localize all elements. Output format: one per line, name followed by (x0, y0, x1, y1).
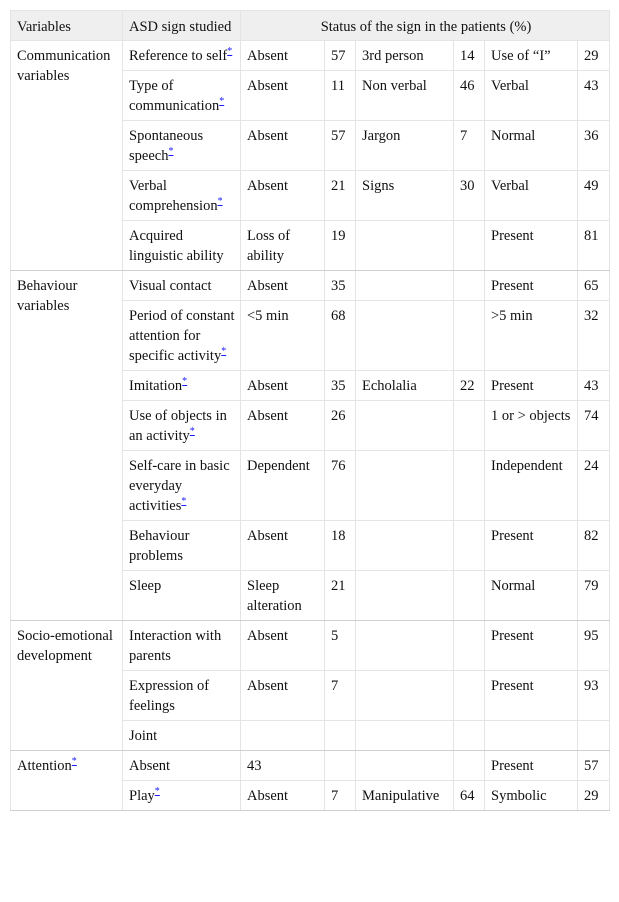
status-cell: Present (485, 671, 578, 721)
percent-cell: 57 (578, 751, 610, 781)
sign-label: Use of objects in an activity (129, 408, 227, 444)
status-cell: <5 min (241, 301, 325, 371)
status-cell: Present (485, 751, 578, 781)
percent-cell: 68 (325, 301, 356, 371)
status-cell: Use of “I” (485, 41, 578, 71)
status-cell: Non verbal (356, 71, 454, 121)
category-cell (11, 621, 123, 751)
status-cell (356, 521, 454, 571)
status-cell (356, 751, 454, 781)
percent-cell (325, 751, 356, 781)
percent-cell: 21 (325, 171, 356, 221)
status-cell: 1 or > objects (485, 401, 578, 451)
sign-label: Acquired linguistic ability (129, 228, 224, 264)
percent-cell: 11 (325, 71, 356, 121)
status-cell: Absent (241, 271, 325, 301)
sign-cell (123, 751, 241, 781)
status-cell: Absent (241, 71, 325, 121)
sign-label: Spontaneous speech (129, 128, 204, 164)
percent-cell: 64 (454, 781, 485, 811)
status-cell: Absent (241, 781, 325, 811)
status-cell: Absent (241, 121, 325, 171)
category-cell (11, 751, 123, 811)
sign-cell (123, 401, 241, 451)
status-cell: Dependent (241, 451, 325, 521)
status-cell: Verbal (485, 71, 578, 121)
category-label: Socio-emotional development (17, 628, 113, 664)
percent-cell (325, 721, 356, 751)
sign-cell (123, 221, 241, 271)
percent-cell: 7 (325, 781, 356, 811)
status-cell: Normal (485, 121, 578, 171)
percent-cell (454, 751, 485, 781)
table-row (11, 271, 610, 301)
sign-cell (123, 371, 241, 401)
table-row (11, 41, 610, 71)
percent-cell: 65 (578, 271, 610, 301)
sign-label: Imitation (129, 378, 183, 394)
percent-cell (578, 721, 610, 751)
percent-cell: 26 (325, 401, 356, 451)
asd-signs-table (10, 10, 610, 811)
percent-cell: 21 (325, 571, 356, 621)
category-cell (11, 271, 123, 621)
category-label: Behaviour variables (17, 278, 78, 314)
status-cell: Symbolic (485, 781, 578, 811)
footnote-link[interactable]: * (182, 376, 188, 388)
sign-cell (123, 721, 241, 751)
status-cell (356, 671, 454, 721)
percent-cell: 24 (578, 451, 610, 521)
header-variables: Variables (11, 11, 123, 41)
status-cell: Jargon (356, 121, 454, 171)
category-cell (11, 41, 123, 271)
percent-cell (454, 451, 485, 521)
sign-cell (123, 171, 241, 221)
sign-cell (123, 571, 241, 621)
sign-cell (123, 71, 241, 121)
percent-cell: 35 (325, 371, 356, 401)
status-cell: Verbal (485, 171, 578, 221)
percent-cell: 14 (454, 41, 485, 71)
status-cell: Absent (241, 671, 325, 721)
percent-cell: 82 (578, 521, 610, 571)
percent-cell (454, 721, 485, 751)
status-cell: Present (485, 221, 578, 271)
status-cell (241, 721, 325, 751)
percent-cell (454, 221, 485, 271)
percent-cell (454, 271, 485, 301)
status-cell: Independent (485, 451, 578, 521)
percent-cell (454, 571, 485, 621)
percent-cell (454, 521, 485, 571)
footnote-link[interactable]: * (168, 146, 174, 158)
percent-cell: 49 (578, 171, 610, 221)
percent-cell: 36 (578, 121, 610, 171)
status-cell: Present (485, 271, 578, 301)
sign-label: Play (129, 788, 155, 804)
header-status: Status of the sign in the patients (%) (241, 11, 610, 41)
status-cell (356, 271, 454, 301)
category-label: Attention (17, 758, 72, 774)
status-cell: >5 min (485, 301, 578, 371)
status-cell (356, 401, 454, 451)
status-cell: Signs (356, 171, 454, 221)
percent-cell: 57 (325, 121, 356, 171)
footnote-link[interactable]: * (221, 346, 227, 358)
sign-cell (123, 271, 241, 301)
status-cell (356, 451, 454, 521)
header-row (11, 11, 610, 41)
status-cell (356, 301, 454, 371)
category-label: Communication variables (17, 48, 111, 84)
sign-cell (123, 301, 241, 371)
percent-cell (454, 301, 485, 371)
status-cell (485, 721, 578, 751)
percent-cell: 76 (325, 451, 356, 521)
sign-label: Joint (129, 728, 158, 744)
sign-cell (123, 451, 241, 521)
percent-cell: 19 (325, 221, 356, 271)
sign-cell (123, 121, 241, 171)
percent-cell (454, 621, 485, 671)
percent-cell: 32 (578, 301, 610, 371)
percent-cell: 81 (578, 221, 610, 271)
footnote-link[interactable]: * (71, 756, 77, 768)
footnote-link[interactable]: * (189, 426, 195, 438)
percent-cell: 30 (454, 171, 485, 221)
sign-cell (123, 621, 241, 671)
sign-label: Reference to self (129, 48, 228, 64)
status-cell (356, 221, 454, 271)
status-cell: Absent (241, 621, 325, 671)
footnote-link[interactable]: * (219, 96, 225, 108)
status-cell (356, 621, 454, 671)
footnote-link[interactable]: * (181, 496, 187, 508)
status-cell: Manipulative (356, 781, 454, 811)
status-cell: Absent (241, 401, 325, 451)
sign-label: Visual contact (129, 278, 212, 294)
percent-cell: 95 (578, 621, 610, 671)
percent-cell: 5 (325, 621, 356, 671)
status-cell: Absent (241, 371, 325, 401)
percent-cell (454, 401, 485, 451)
table-row (11, 621, 610, 671)
percent-cell: 7 (454, 121, 485, 171)
status-cell: Present (485, 621, 578, 671)
status-cell (356, 571, 454, 621)
status-cell: Present (485, 521, 578, 571)
status-cell: 3rd person (356, 41, 454, 71)
footnote-link[interactable]: * (227, 46, 233, 58)
sign-label: Behaviour problems (129, 528, 190, 564)
sign-label: Self-care in basic everyday activities (129, 458, 230, 514)
header-sign: ASD sign studied (123, 11, 241, 41)
sign-label: Sleep (129, 578, 162, 594)
status-cell: Absent (241, 171, 325, 221)
status-cell: Echolalia (356, 371, 454, 401)
percent-cell: 29 (578, 781, 610, 811)
percent-cell: 29 (578, 41, 610, 71)
status-cell: Absent (241, 521, 325, 571)
status-cell: Sleep alteration (241, 571, 325, 621)
sign-label: Interaction with parents (129, 628, 222, 664)
sign-cell (123, 781, 241, 811)
status-cell: Present (485, 371, 578, 401)
sign-cell (123, 671, 241, 721)
sign-label: Verbal comprehension (129, 178, 218, 214)
status-cell: Absent (241, 41, 325, 71)
status-cell: Loss of ability (241, 221, 325, 271)
percent-cell: 57 (325, 41, 356, 71)
status-cell (356, 721, 454, 751)
footnote-link[interactable]: * (154, 786, 160, 798)
sign-label: Period of constant attention for specific activity (129, 308, 235, 364)
sign-cell (123, 521, 241, 571)
status-cell: Normal (485, 571, 578, 621)
sign-cell (123, 41, 241, 71)
table-row (11, 751, 610, 781)
percent-cell: 35 (325, 271, 356, 301)
percent-cell: 18 (325, 521, 356, 571)
percent-cell: 46 (454, 71, 485, 121)
percent-cell (454, 671, 485, 721)
table-body (11, 41, 610, 811)
percent-cell: 7 (325, 671, 356, 721)
status-cell: 43 (241, 751, 325, 781)
percent-cell: 79 (578, 571, 610, 621)
sign-label: Type of communication (129, 78, 220, 114)
footnote-link[interactable]: * (217, 196, 223, 208)
sign-label: Expression of feelings (129, 678, 210, 714)
sign-label: Absent (129, 758, 171, 774)
percent-cell: 43 (578, 71, 610, 121)
percent-cell: 93 (578, 671, 610, 721)
percent-cell: 74 (578, 401, 610, 451)
percent-cell: 43 (578, 371, 610, 401)
percent-cell: 22 (454, 371, 485, 401)
